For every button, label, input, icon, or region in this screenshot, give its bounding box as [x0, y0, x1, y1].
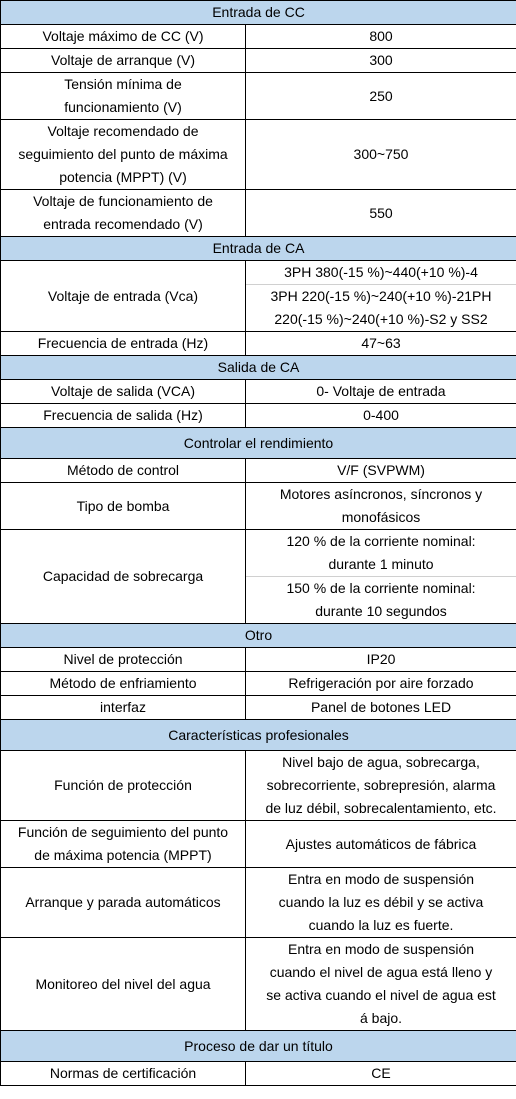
row-label: interfaz: [1, 696, 246, 720]
table-row: [1, 332, 516, 356]
row-label: Normas de certificación: [1, 1062, 246, 1086]
row-label: Voltaje de funcionamiento de entrada recomendado (V): [1, 190, 246, 237]
row-value: 300: [246, 49, 516, 73]
section-header-performance: Controlar el rendimiento: [1, 428, 516, 459]
row-value: Panel de botones LED: [246, 696, 516, 720]
row-value: IP20: [246, 648, 516, 672]
table-row: [1, 120, 516, 190]
section-header-other: Otro: [1, 624, 516, 648]
section-header-dc-input: Entrada de CC: [1, 1, 516, 25]
table-row: [1, 25, 516, 49]
row-label: Función de protección: [1, 751, 246, 821]
row-value: Ajustes automáticos de fábrica: [246, 821, 516, 868]
table-row: [1, 821, 516, 868]
row-label: Tipo de bomba: [1, 483, 246, 530]
row-label: Voltaje máximo de CC (V): [1, 25, 246, 49]
row-label: Arranque y parada automáticos: [1, 868, 246, 938]
row-value: 300~750: [246, 120, 516, 190]
section-header-professional: Características profesionales: [1, 720, 516, 751]
table-row: [1, 751, 516, 821]
row-value: 120 % de la corriente nominal: durante 1 minuto: [246, 530, 516, 577]
row-label: Voltaje de entrada (Vca): [1, 261, 246, 332]
row-label: Frecuencia de entrada (Hz): [1, 332, 246, 356]
row-value: 150 % de la corriente nominal: durante 10 segundos: [246, 577, 516, 624]
row-label: Voltaje de salida (VCA): [1, 380, 246, 404]
table-row: [1, 404, 516, 428]
table-row: [1, 868, 516, 938]
row-value: 250: [246, 73, 516, 120]
table-row: [1, 459, 516, 483]
row-label: Voltaje de arranque (V): [1, 49, 246, 73]
row-label: Método de enfriamiento: [1, 672, 246, 696]
row-label: Método de control: [1, 459, 246, 483]
row-value: 3PH 380(-15 %)~440(+10 %)-4: [246, 261, 516, 285]
row-label: Función de seguimiento del punto de máxima potencia (MPPT): [1, 821, 246, 868]
table-row: [1, 648, 516, 672]
row-value: 0- Voltaje de entrada: [246, 380, 516, 404]
row-value: 800: [246, 25, 516, 49]
row-value: Refrigeración por aire forzado: [246, 672, 516, 696]
row-label: Voltaje recomendado de seguimiento del punto de máxima potencia (MPPT) (V): [1, 120, 246, 190]
table-row: [1, 1062, 516, 1086]
row-value: Nivel bajo de agua, sobrecarga, sobrecorriente, sobrepresión, alarma de luz débil, sobrecalentamiento, etc.: [246, 751, 516, 821]
table-row: [1, 73, 516, 120]
row-value: CE: [246, 1062, 516, 1086]
row-value: 47~63: [246, 332, 516, 356]
table-row: [1, 672, 516, 696]
section-header-process: Proceso de dar un título: [1, 1031, 516, 1062]
row-value: 3PH 220(-15 %)~240(+10 %)-21PH 220(-15 %)~240(+10 %)-S2 y SS2: [246, 285, 516, 332]
row-value: 0-400: [246, 404, 516, 428]
table-row: [1, 483, 516, 530]
table-row: [1, 696, 516, 720]
row-value: 550: [246, 190, 516, 237]
section-header-ac-input: Entrada de CA: [1, 237, 516, 261]
section-header-ac-output: Salida de CA: [1, 356, 516, 380]
row-value: Entra en modo de suspensión cuando la luz es débil y se activa cuando la luz es fuerte.: [246, 868, 516, 938]
row-label: Capacidad de sobrecarga: [1, 530, 246, 624]
table-row: [1, 49, 516, 73]
table-row: [1, 938, 516, 1031]
table-row: [1, 190, 516, 237]
table-row: [1, 530, 516, 577]
row-label: Tensión mínima de funcionamiento (V): [1, 73, 246, 120]
row-label: Monitoreo del nivel del agua: [1, 938, 246, 1031]
row-label: Frecuencia de salida (Hz): [1, 404, 246, 428]
row-value: Entra en modo de suspensión cuando el nivel de agua está lleno y se activa cuando el nivel de agua est á bajo.: [246, 938, 516, 1031]
table-row: [1, 261, 516, 285]
table-row: [1, 380, 516, 404]
row-value: Motores asíncronos, síncronos y monofásicos: [246, 483, 516, 530]
row-value: V/F (SVPWM): [246, 459, 516, 483]
row-label: Nivel de protección: [1, 648, 246, 672]
